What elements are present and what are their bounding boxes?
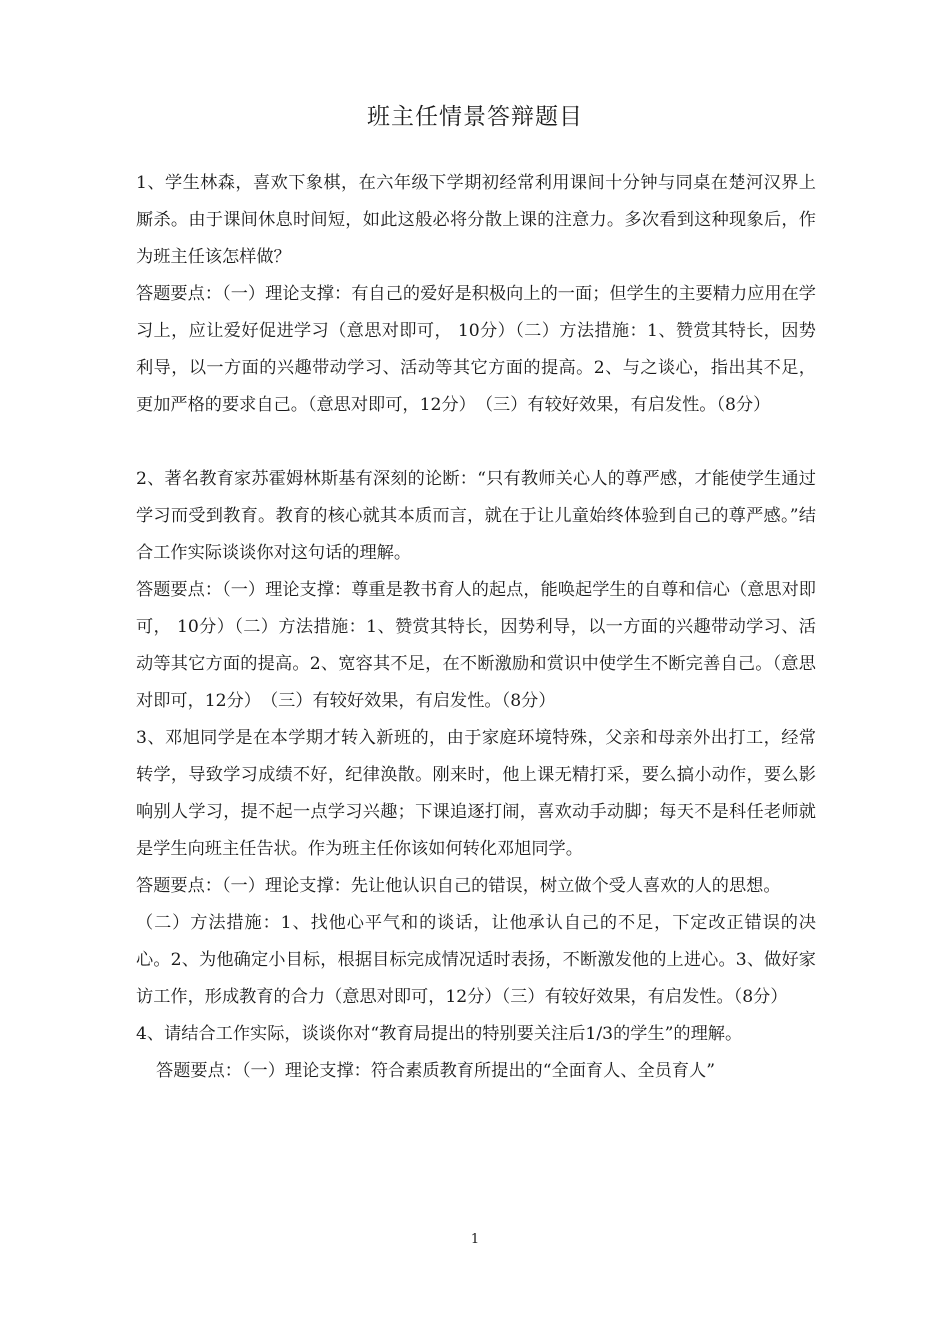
- page-number: 1: [470, 1232, 480, 1247]
- document-title: 班主任情景答辩题目: [367, 104, 583, 130]
- answer-1: 答题要点：（一）理论支撑：有自己的爱好是积极向上的一面；但学生的主要精力应用在学习上，应让爱好促进学习（意思对即可， 10分）（二）方法措施：1、赞赏其特长，因势利导，以一方面的兴趣带动学习、活动等其它方面的提高。2、与之谈心，指出其不足，更加严格的要求自己。（意思对即可，12分） （三）有较好效果，有启发性。（8分）: [136, 284, 816, 415]
- question-1: 1、学生林森，喜欢下象棋，在六年级下学期初经常利用课间十分钟与同桌在楚河汉界上厮杀。由于课间休息时间短，如此这般必将分散上课的注意力。多次看到这种现象后，作为班主任该怎样做？: [136, 173, 816, 267]
- answer-3-methods: （二）方法措施：1、找他心平气和的谈话，让他承认自己的不足，下定改正错误的决心。2、为他确定小目标，根据目标完成情况适时表扬，不断激发他的上进心。3、做好家访工作，形成教育的合力（意思对即可，12分）（三）有较好效果，有启发性。（8分）: [136, 913, 816, 1007]
- document-body: [136, 165, 816, 1090]
- answer-4: 答题要点：（一）理论支撑：符合素质教育所提出的“全面育人、全员育人”: [156, 1061, 715, 1081]
- answer-2: 答题要点：（一）理论支撑：尊重是教书育人的起点，能唤起学生的自尊和信心（意思对即可， 10分）（二）方法措施：1、赞赏其特长，因势利导，以一方面的兴趣带动学习、活动等其它方面的提高。2、宽容其不足，在不断激励和赏识中使学生不断完善自己。（意思对即可，12分） （三）有较好效果，有启发性。（8分）: [136, 580, 816, 711]
- question-4: 4、请结合工作实际，谈谈你对“教育局提出的特别要关注后1/3的学生”的理解。: [136, 1024, 743, 1044]
- question-2: 2、著名教育家苏霍姆林斯基有深刻的论断：“只有教师关心人的尊严感，才能使学生通过学习而受到教育。教育的核心就其本质而言，就在于让儿童始终体验到自己的尊严感。”结合工作实际谈谈你对这句话的理解。: [136, 469, 816, 563]
- answer-3-theory: 答题要点：（一）理论支撑：先让他认识自己的错误，树立做个受人喜欢的人的思想。: [136, 876, 781, 896]
- question-3: 3、邓旭同学是在本学期才转入新班的，由于家庭环境特殊，父亲和母亲外出打工，经常转学，导致学习成绩不好，纪律涣散。刚来时，他上课无精打采，要么搞小动作，要么影响别人学习，提不起一点学习兴趣；下课追逐打闹，喜欢动手动脚；每天不是科任老师就是学生向班主任告状。作为班主任你该如何转化邓旭同学。: [136, 728, 816, 859]
